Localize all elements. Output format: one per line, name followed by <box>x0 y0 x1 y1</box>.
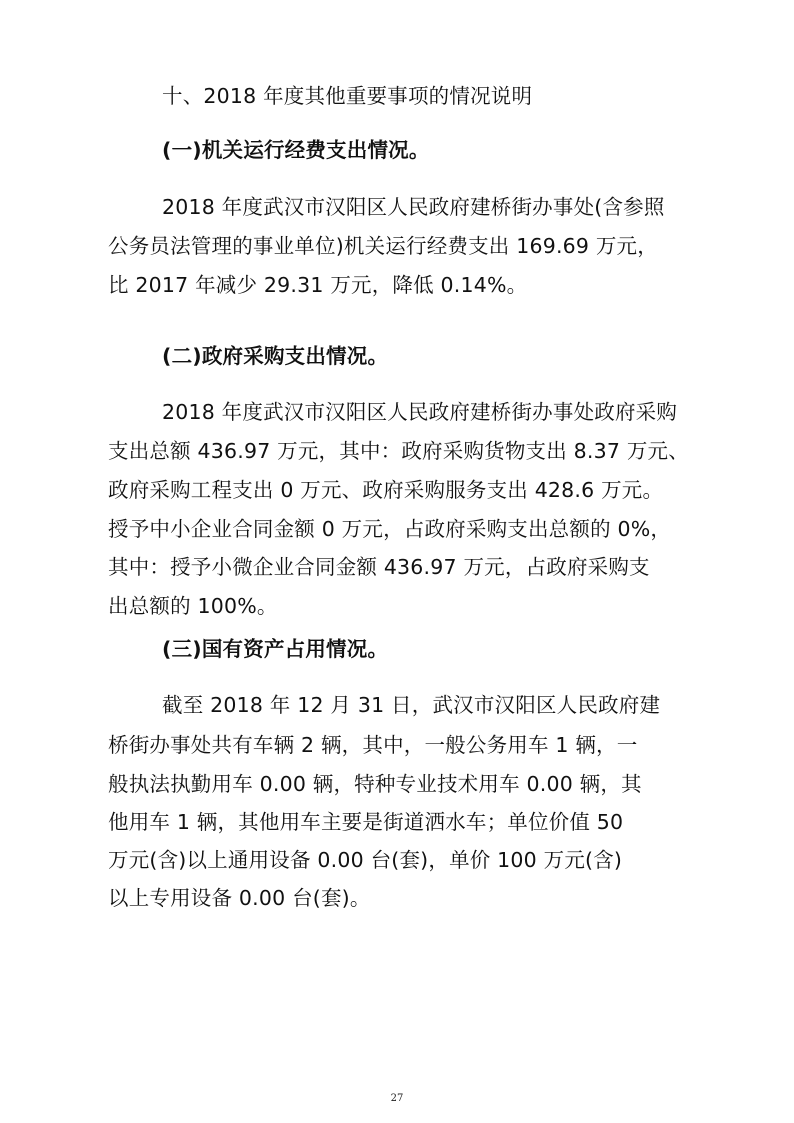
paragraph-line: 以上专用设备 0.00 台(套)。 <box>108 886 371 910</box>
page-number: 27 <box>390 1093 404 1104</box>
paragraph-line: 出总额的 100%。 <box>108 594 278 618</box>
paragraph-line: 授予中小企业合同金额 0 万元，占政府采购支出总额的 0%， <box>108 517 672 541</box>
heading-operating-expenses: (一)机关运行经费支出情况。 <box>162 138 430 162</box>
heading-state-assets: (三)国有资产占用情况。 <box>162 637 389 661</box>
paragraph-line: 2018 年度武汉市汉阳区人民政府建桥街办事处政府采购 <box>162 400 678 424</box>
paragraph-line: 其中：授予小微企业合同金额 436.97 万元，占政府采购支 <box>108 555 650 579</box>
paragraph-line: 截至 2018 年 12 月 31 日，武汉市汉阳区人民政府建 <box>162 693 661 717</box>
paragraph-line: 他用车 1 辆，其他用车主要是街道洒水车；单位价值 50 <box>108 810 624 834</box>
paragraph-line: 政府采购工程支出 0 万元、政府采购服务支出 428.6 万元。 <box>108 478 664 502</box>
paragraph-line: 般执法执勤用车 0.00 辆，特种专业技术用车 0.00 辆，其 <box>108 772 642 796</box>
paragraph-line: 比 2017 年减少 29.31 万元，降低 0.14%。 <box>108 273 528 297</box>
paragraph-line: 2018 年度武汉市汉阳区人民政府建桥街办事处(含参照 <box>162 195 665 219</box>
paragraph-line: 支出总额 436.97 万元，其中：政府采购货物支出 8.37 万元、 <box>108 439 689 463</box>
section-title: 十、2018 年度其他重要事项的情况说明 <box>162 84 533 108</box>
paragraph-line: 万元(含)以上通用设备 0.00 台(套)，单价 100 万元(含) <box>108 848 623 872</box>
paragraph-line: 桥街办事处共有车辆 2 辆，其中，一般公务用车 1 辆，一 <box>108 733 638 757</box>
paragraph-line: 公务员法管理的事业单位)机关运行经费支出 169.69 万元， <box>108 234 658 258</box>
heading-government-procurement: (二)政府采购支出情况。 <box>162 344 389 368</box>
